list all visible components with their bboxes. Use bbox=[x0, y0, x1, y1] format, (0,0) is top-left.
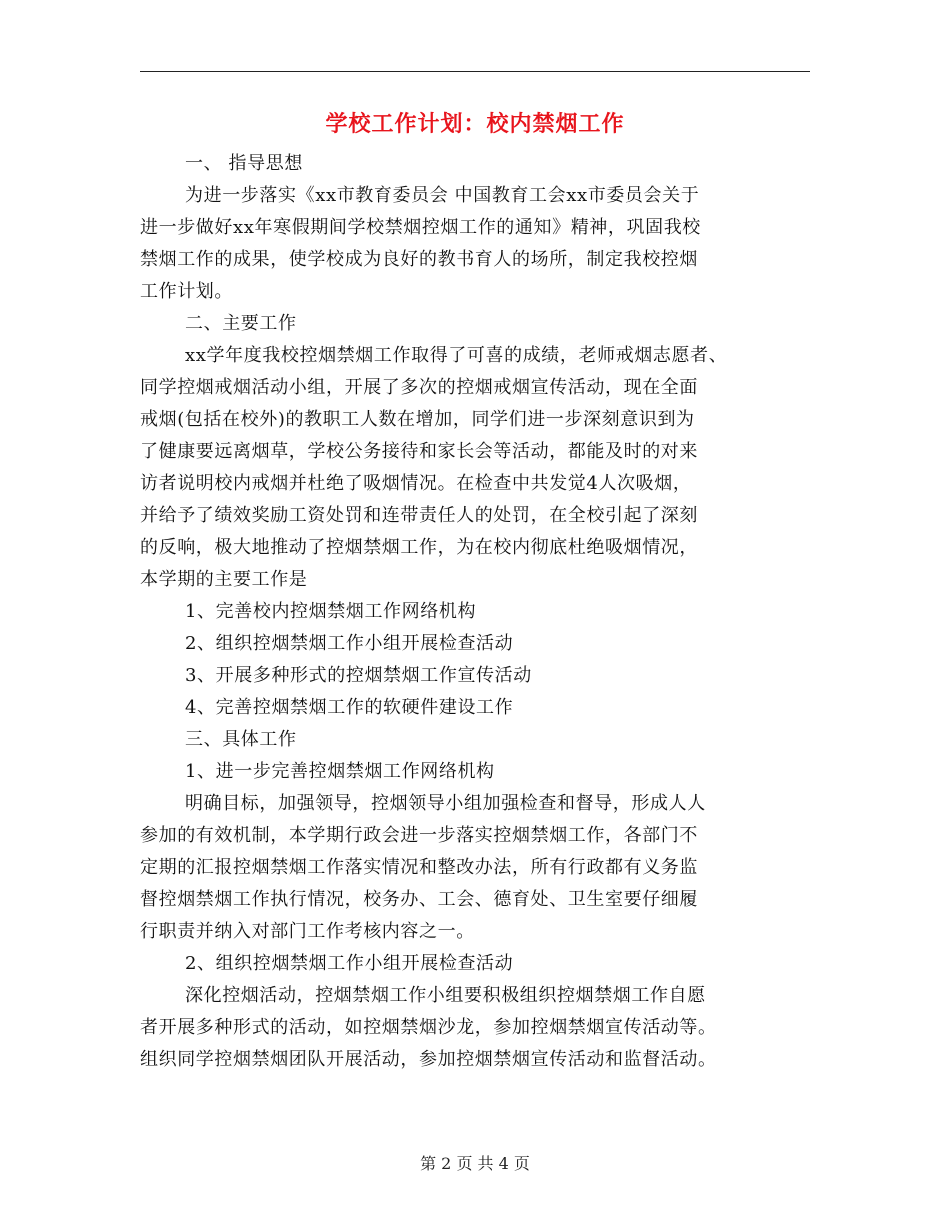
text-line: 一、 指导思想 bbox=[185, 153, 303, 174]
text-line: 1、完善校内控烟禁烟工作网络机构 bbox=[185, 601, 477, 622]
text-line: 行职责并纳入对部门工作考核内容之一。 bbox=[140, 921, 475, 942]
text-line: 1、进一步完善控烟禁烟工作网络机构 bbox=[185, 761, 495, 782]
text-line: 并给予了绩效奖励工资处罚和连带责任人的处罚，在全校引起了深刻 bbox=[140, 505, 698, 526]
text-line: 了健康要远离烟草，学校公务接待和家长会等活动，都能及时的对来 bbox=[140, 441, 698, 462]
text-line: 督控烟禁烟工作执行情况，校务办、工会、德育处、卫生室要仔细履 bbox=[140, 889, 698, 910]
text-line: 3、开展多种形式的控烟禁烟工作宣传活动 bbox=[185, 665, 532, 686]
header-rule bbox=[140, 71, 810, 72]
text-line: 定期的汇报控烟禁烟工作落实情况和整改办法，所有行政都有义务监 bbox=[140, 857, 698, 878]
text-line: 禁烟工作的成果，使学校成为良好的教书育人的场所，制定我校控烟 bbox=[140, 249, 698, 270]
page-footer: 第 2 页 共 4 页 bbox=[420, 1154, 530, 1173]
text-line: 本学期的主要工作是 bbox=[140, 569, 308, 590]
text-line: 访者说明校内戒烟并杜绝了吸烟情况。在检查中共发觉4人次吸烟， bbox=[140, 473, 692, 494]
text-line: 组织同学控烟禁烟团队开展活动，参加控烟禁烟宣传活动和监督活动。 bbox=[140, 1049, 717, 1070]
text-line: 三、具体工作 bbox=[185, 729, 297, 750]
text-line: 参加的有效机制，本学期行政会进一步落实控烟禁烟工作，各部门不 bbox=[140, 825, 698, 846]
text-line: 2、组织控烟禁烟工作小组开展检查活动 bbox=[185, 633, 514, 654]
text-line: 2、组织控烟禁烟工作小组开展检查活动 bbox=[185, 953, 514, 974]
document-body bbox=[140, 148, 812, 1076]
text-line: 工作计划。 bbox=[140, 281, 233, 302]
text-line: xx学年度我校控烟禁烟工作取得了可喜的成绩，老师戒烟志愿者、 bbox=[185, 345, 728, 366]
text-line: 的反响，极大地推动了控烟禁烟工作，为在校内彻底杜绝吸烟情况， bbox=[140, 537, 698, 558]
text-line: 者开展多种形式的活动，如控烟禁烟沙龙，参加控烟禁烟宣传活动等。 bbox=[140, 1017, 717, 1038]
text-line: 戒烟(包括在校外)的教职工人数在增加，同学们进一步深刻意识到为 bbox=[140, 409, 695, 430]
text-line: 为进一步落实《xx市教育委员会 中国教育工会xx市委员会关于 bbox=[185, 185, 700, 206]
text-line: 同学控烟戒烟活动小组，开展了多次的控烟戒烟宣传活动，现在全面 bbox=[140, 377, 698, 398]
text-line: 进一步做好xx年寒假期间学校禁烟控烟工作的通知》精神，巩固我校 bbox=[140, 217, 701, 238]
document-title: 学校工作计划：校内禁烟工作 bbox=[325, 111, 625, 137]
text-line: 明确目标，加强领导，控烟领导小组加强检查和督导，形成人人 bbox=[185, 793, 706, 814]
text-line: 深化控烟活动，控烟禁烟工作小组要积极组织控烟禁烟工作自愿 bbox=[185, 985, 706, 1006]
text-line: 4、完善控烟禁烟工作的软硬件建设工作 bbox=[185, 697, 514, 718]
text-line: 二、主要工作 bbox=[185, 313, 297, 334]
